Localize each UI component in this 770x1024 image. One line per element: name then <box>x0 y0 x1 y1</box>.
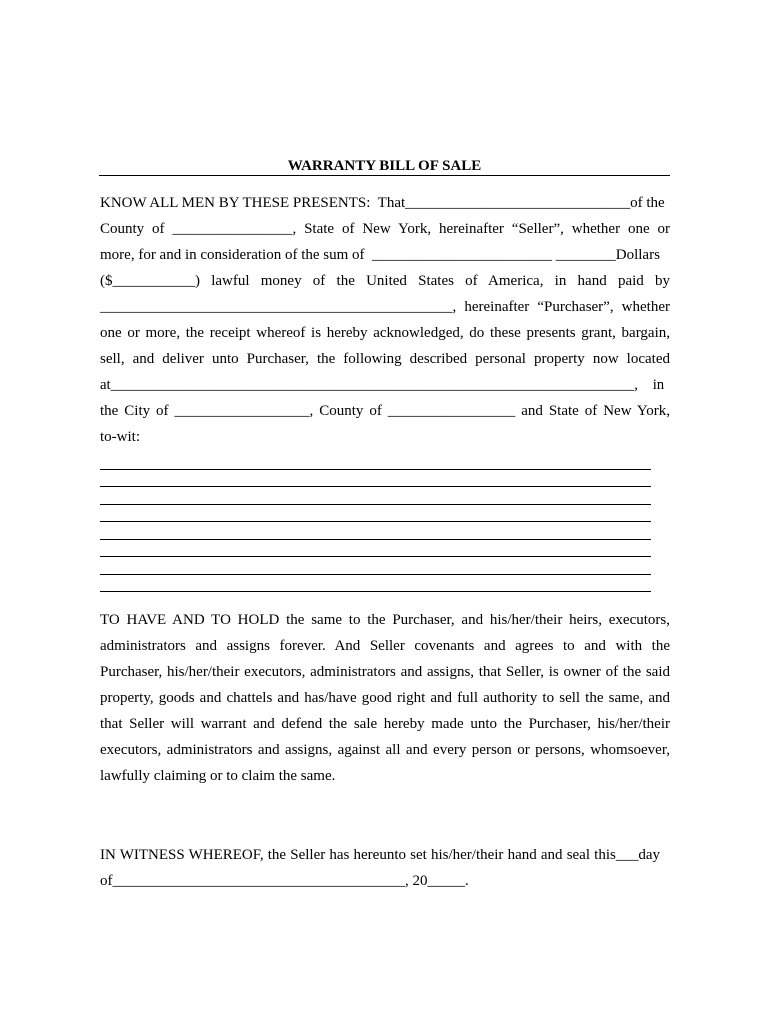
para1-line-10: to-wit: <box>100 429 140 445</box>
witness-line-1: IN WITNESS WHEREOF, the Seller has hereunto set his/her/their hand and seal this___day <box>100 847 660 863</box>
para2-line-7: lawfully claiming or to claim the same. <box>100 768 336 784</box>
para2-line-3: Purchaser, his/her/their executors, administrators and assigns, that Seller, is owner of the said <box>100 664 670 680</box>
property-blank-line <box>100 486 651 487</box>
property-blank-line <box>100 469 651 470</box>
para1-line-8: at_______________________________________________________________________, in <box>100 377 665 393</box>
document-title: WARRANTY BILL OF SALE <box>287 158 482 174</box>
para1-line-6: one or more, the receipt whereof is hereby acknowledged, do these presents grant, bargain, <box>100 325 670 341</box>
property-blank-line <box>100 574 651 575</box>
property-blank-line <box>100 504 651 505</box>
para1-line-7: sell, and deliver unto Purchaser, the following described personal property now located <box>100 351 670 367</box>
para1-line-9: the City of __________________, County of _________________ and State of New York, <box>100 403 670 419</box>
para1-line-1: KNOW ALL MEN BY THESE PRESENTS: That______________________________of the <box>100 195 665 211</box>
para2-line-1: TO HAVE AND TO HOLD the same to the Purchaser, and his/her/their heirs, executors, <box>100 612 670 628</box>
para2-line-6: executors, administrators and assigns, against all and every person or persons, whomsoever, <box>100 742 670 758</box>
para2-line-4: property, goods and chattels and has/have good right and full authority to sell the same, and <box>100 690 670 706</box>
property-blank-line <box>100 521 651 522</box>
para1-line-3: more, for and in consideration of the sum of ________________________ ________Dollars <box>100 247 660 263</box>
para2-line-5: that Seller will warrant and defend the sale hereby made unto the Purchaser, his/her/their <box>100 716 670 732</box>
para1-line-4: ($___________) lawful money of the United States of America, in hand paid by <box>100 273 670 289</box>
witness-line-2: of_______________________________________, 20_____. <box>100 873 469 889</box>
para2-line-2: administrators and assigns forever. And Seller covenants and agrees to and with the <box>100 638 670 654</box>
property-blank-line <box>100 591 651 592</box>
para1-line-5: _______________________________________________, hereinafter “Purchaser”, whether <box>100 299 670 315</box>
property-blank-line <box>100 539 651 540</box>
property-blank-line <box>100 556 651 557</box>
title-underline <box>99 175 670 176</box>
para1-line-2: County of ________________, State of New York, hereinafter “Seller”, whether one or <box>100 221 670 237</box>
